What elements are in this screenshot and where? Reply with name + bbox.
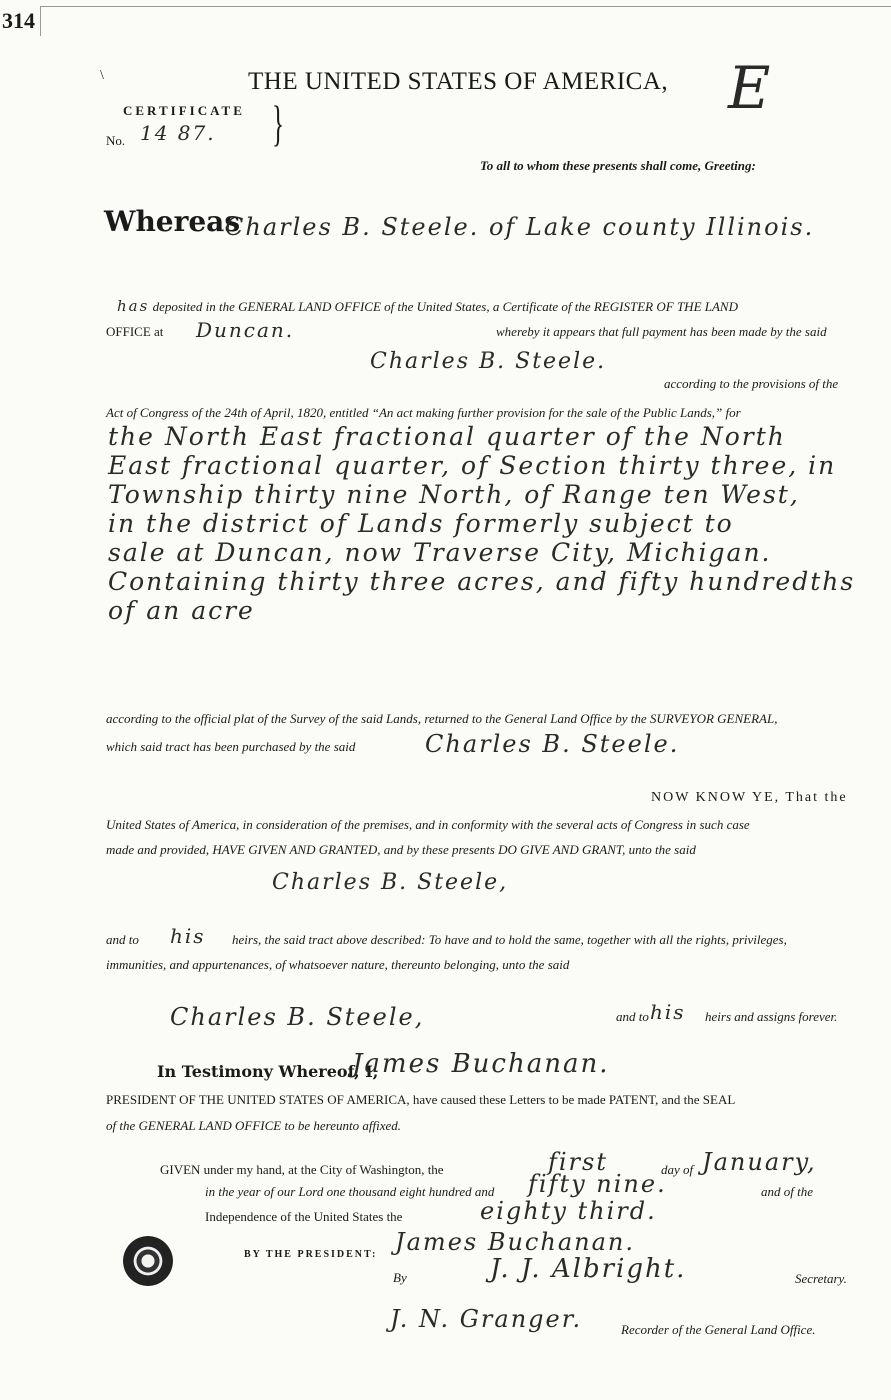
his-handwritten: his [170, 924, 206, 948]
and-of-the-label: and of the [761, 1184, 813, 1199]
land-description-line: in the district of Lands formerly subject to [108, 509, 734, 538]
recorder-signature: J. N. Granger. [390, 1305, 583, 1333]
certificate-label: CERTIFICATE [123, 103, 245, 118]
to-have-and-hold-text: heirs, the said tract above described: To have and to hold the same, together with all the rights, privileges, [232, 932, 787, 947]
top-border-line [40, 6, 891, 7]
and-to-label: and to [106, 932, 139, 947]
survey-text: according to the official plat of the Survey of the said Lands, returned to the General Land Office by the SURVEYOR GENERAL, [106, 711, 778, 726]
purchaser-name: Charles B. Steele. [425, 730, 680, 758]
land-office-name: Duncan. [196, 318, 295, 342]
year-text: in the year of our Lord one thousand eight hundred and [205, 1184, 495, 1199]
immunities-text: immunities, and appurtenances, of whatsoever nature, thereunto belonging, unto the said [106, 957, 570, 972]
handwritten-initial: E [728, 54, 773, 122]
act-of-congress-text: Act of Congress of the 24th of April, 1820, entitled “An act making further provision for the sale of the Public Lands,” for [106, 405, 741, 420]
day-handwritten: first [548, 1148, 608, 1176]
grantee-name-2: Charles B. Steele, [272, 870, 509, 895]
seal-affixed-text: of the GENERAL LAND OFFICE to be hereunto affixed. [106, 1118, 401, 1133]
land-description-line: the North East fractional quarter of the North [108, 422, 786, 451]
document-title: THE UNITED STATES OF AMERICA, [248, 68, 669, 95]
payer-name: Charles B. Steele. [370, 349, 607, 374]
president-patent-text: PRESIDENT OF THE UNITED STATES OF AMERICA, have caused these Letters to be made PATENT, and the SEAL [106, 1092, 736, 1107]
land-office-seal [123, 1236, 173, 1286]
certificate-brace: } [272, 95, 284, 151]
given-text: GIVEN under my hand, at the City of Washington, the [160, 1162, 444, 1177]
has-handwritten: has [117, 297, 150, 315]
payment-text: whereby it appears that full payment has been made by the said [496, 324, 827, 339]
land-description-line: of an acre [108, 596, 255, 625]
by-label: By [393, 1270, 407, 1285]
president-signature: James Buchanan. [395, 1228, 635, 1256]
and-to-label-2: and to [616, 1009, 649, 1024]
land-description-line: East fractional quarter, of Section thirty three, in [108, 451, 837, 480]
consideration-text: United States of America, in consideration of the premises, and in conformity with the several acts of Congress in such case [106, 817, 750, 832]
land-description-line: sale at Duncan, now Traverse City, Michigan. [108, 538, 772, 567]
his-handwritten-2: his [650, 1000, 686, 1024]
body-line-deposit-text: deposited in the GENERAL LAND OFFICE of the United States, a Certificate of the REGISTER OF THE LAND [152, 299, 738, 314]
certificate-number-label: No. [106, 133, 126, 148]
heirs-forever-text: heirs and assigns forever. [705, 1009, 838, 1024]
certificate-number: 14 87. [140, 121, 216, 145]
land-description-line: Containing thirty three acres, and fifty hundredths [108, 567, 856, 596]
grantee-name-3: Charles B. Steele, [170, 1003, 425, 1031]
grantee-name: Charles B. Steele. of Lake county Illinois. [225, 213, 815, 241]
president-name: James Buchanan. [352, 1049, 610, 1079]
whereas-heading: Whereas [104, 205, 241, 238]
purchased-text: which said tract has been purchased by the said [106, 739, 356, 754]
left-border-line [40, 6, 41, 36]
independence-year-handwritten: eighty third. [480, 1197, 657, 1225]
secretary-signature: J. J. Albright. [490, 1254, 687, 1284]
independence-text: Independence of the United States the [205, 1209, 403, 1224]
body-line-deposit [117, 297, 738, 315]
month-handwritten: January, [702, 1148, 817, 1176]
secretary-label: Secretary. [795, 1271, 847, 1286]
recorder-label: Recorder of the General Land Office. [621, 1322, 816, 1337]
office-at-label: OFFICE at [106, 324, 164, 339]
granted-text: made and provided, HAVE GIVEN AND GRANTED, and by these presents DO GIVE AND GRANT, unto the said [106, 842, 696, 857]
greeting: To all to whom these presents shall come, Greeting: [480, 158, 756, 173]
land-description-line: Township thirty nine North, of Range ten West, [108, 480, 800, 509]
land-description [108, 422, 878, 625]
by-the-president-label: BY THE PRESIDENT: [244, 1249, 378, 1260]
year-handwritten: fifty nine. [528, 1170, 667, 1198]
page-number: 314 [2, 8, 35, 33]
testimony-heading: In Testimony Whereof, I, [157, 1062, 379, 1081]
tick-mark: \ [100, 68, 104, 83]
day-of-label: day of [661, 1162, 694, 1177]
provisions-text: according to the provisions of the [664, 376, 839, 391]
now-know-ye: NOW KNOW YE, That the [651, 790, 848, 805]
